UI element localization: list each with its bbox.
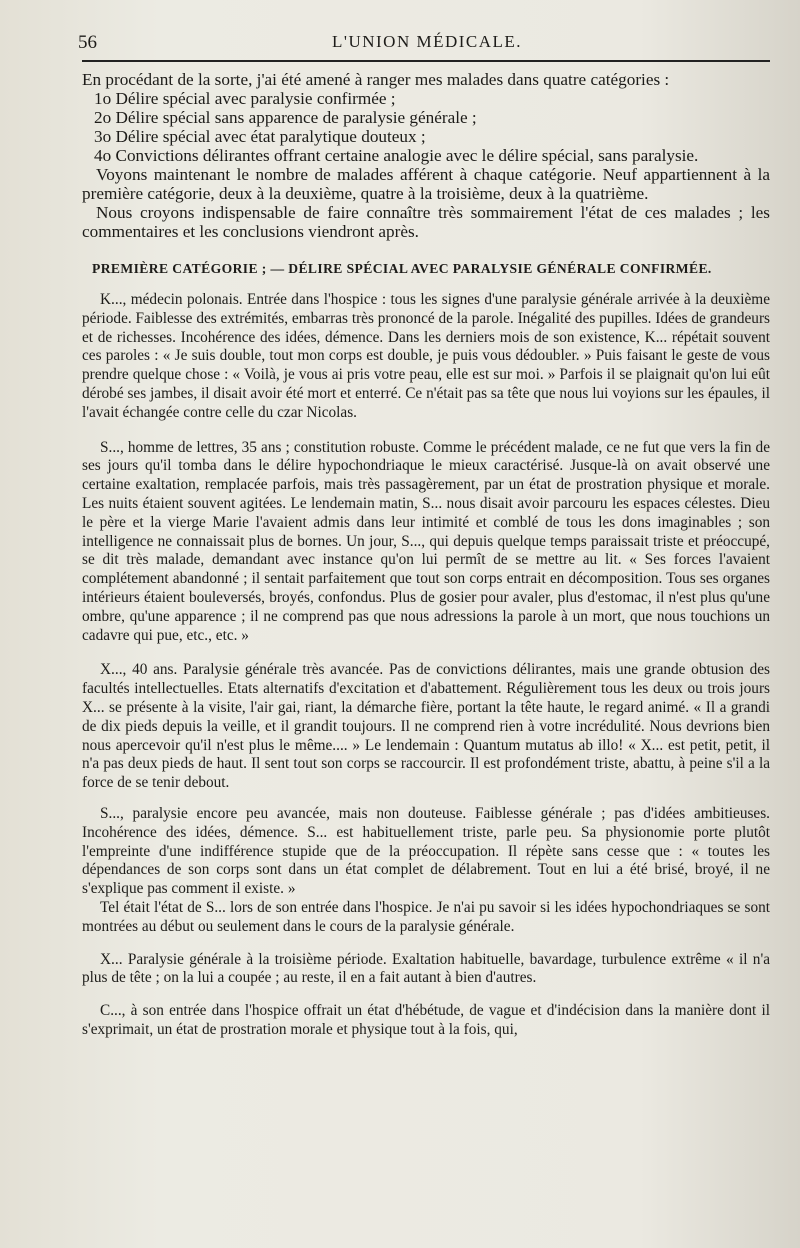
case-text: X... Paralysie générale à la troisième période. Exaltation habituelle, bavardage, turbulence extrême « il n'a plus de tête ; on la lui a coupée ; au reste, il en a fait autant à bien d'autres. <box>82 950 770 987</box>
case-paragraph <box>82 951 770 989</box>
case-paragraph <box>82 661 770 793</box>
intro-section <box>82 70 770 241</box>
category-item: 1o Délire spécial avec paralysie confirmée ; <box>94 89 396 108</box>
count-paragraph: Voyons maintenant le nombre de malades afférent à chaque catégorie. Neuf appartiennent à la première catégorie, deux à la deuxième, quatre à la troisième, deux à la quatrième. <box>82 165 770 203</box>
case-paragraph <box>82 1002 770 1040</box>
case-followup-text: Tel était l'état de S... lors de son entrée dans l'hospice. Je n'ai pu savoir si les idées hypochondriaques se sont montrées au début ou seulement dans le cours de la paralysie générale. <box>82 898 770 935</box>
case-paragraph <box>82 805 770 937</box>
category-list <box>82 89 770 165</box>
category-item: 2o Délire spécial sans apparence de paralysie générale ; <box>94 108 477 127</box>
header-rule <box>82 60 770 62</box>
case-text: X..., 40 ans. Paralysie générale très avancée. Pas de convictions délirantes, mais une grande obtusion des facultés intellectuelles. Etats alternatifs d'excitation et d'abattement. Régulièrement tous les deux ou trois jours X... se présente à la visite, l'air gai, riant, la démarche fière, portant la tête haute, le regard animé. « Il a grandi de dix pieds depuis la veille, et il grandit toujours. Il ne comprend rien à votre incrédulité. Nous devrions bien nous apercevoir qu'il n'est plus le même.... » Le lendemain : Quantum mutatus ab illo! « X... est petit, petit, il n'a pas deux pieds de haut. Il sent tout son corps se raccourcir. Il est profondément triste, abattu, à peine s'il a la force de se tenir debout. <box>82 661 770 792</box>
case-text: K..., médecin polonais. Entrée dans l'hospice : tous les signes d'une paralysie générale arrivée à la deuxième période. Faiblesse des extrémités, embarras très prononcé de la parole. Inégalité des pupilles. Idées de grandeurs et de richesses. Incohérence des idées, démence. Dans les derniers mois de son existence, K... répétait souvent ces paroles : « Je suis double, tout mon corps est double, je puis vous dédoubler. » Puis faisant le geste de vous prendre quelque chose : « Voilà, je vous ai pris votre peau, elle est sur moi. » Parfois il se plaignait qu'on lui eût dérobé ses jambes, il disait avoir été mort et enterré. Ce n'était pas sa tête que nous lui voyions sur les épaules, il l'avait échangée contre celle du czar Nicolas. <box>82 291 770 421</box>
method-paragraph: Nous croyons indispensable de faire connaître très sommairement l'état de ces malades ; les commentaires et les conclusions viendront après. <box>82 203 770 241</box>
case-text: S..., paralysie encore peu avancée, mais non douteuse. Faiblesse générale ; pas d'idées ambitieuses. Incohérence des idées, démence. S... est habituellement triste, parle peu. Sa physionomie porte plutôt l'empreinte d'une indifférence stupide que de la préoccupation. Il répète sans cesse que : « toutes les dépendances de son corps sont dans un état complet de délabrement. Tout en lui a été brisé, broyé, il ne s'explique pas comment il existe. » <box>82 804 770 898</box>
case-text: S..., homme de lettres, 35 ans ; constitution robuste. Comme le précédent malade, ce ne fut que vers la fin de ses jours qu'il tomba dans le délire hypochondriaque le mieux caractérisé. Jusque-là on avait observé une certaine exaltation, remplacée parfois, mais très passagèrement, par un état de prostration physique et morale. Les nuits étaient souvent agitées. Le lendemain matin, S... nous disait avoir parcouru les espaces célestes. Dieu le père et la vierge Marie l'avaient admis dans leur intimité et comblé de tous les dons imaginables ; son intelligence ne connaissait plus de bornes. Un jour, S..., qui depuis quelque temps paraissait triste et préoccupé, se dit très malade, demandant avec instance qu'on lui permît de se mettre au lit. « Ses forces l'avaient complétement abandonné ; il sentait parfaitement que tout son corps entrait en décomposition. Tous ses organes intérieurs étaient bouleversés, broyés, confondus. Plus de gosier pour avaler, plus d'estomac, il n'est plus qu'une ombre, qu'une apparence ; il ne comprend pas que nous adressions la parole à un mort, que nous touchions un cadavre qui pue, etc., etc. » <box>82 438 770 644</box>
category-item: 3o Délire spécial avec état paralytique douteux ; <box>94 127 426 146</box>
intro-paragraph: En procédant de la sorte, j'ai été amené à ranger mes malades dans quatre catégories : <box>82 70 670 89</box>
case-paragraph <box>82 291 770 423</box>
case-paragraph <box>82 439 770 646</box>
category-item: 4o Convictions délirantes offrant certaine analogie avec le délire spécial, sans paralysie. <box>94 146 699 165</box>
page-number: 56 <box>78 32 97 53</box>
running-title: L'UNION MÉDICALE. <box>332 32 523 51</box>
case-text: C..., à son entrée dans l'hospice offrait un état d'hébétude, de vague et d'indécision dans la manière dont il s'exprimait, un état de prostration morale et physique tout à la fois, qui, <box>82 1002 770 1038</box>
section-heading: PREMIÈRE CATÉGORIE ; — DÉLIRE SPÉCIAL AVEC PARALYSIE GÉNÉRALE CONFIRMÉE. <box>92 261 712 276</box>
page-header <box>78 30 770 60</box>
